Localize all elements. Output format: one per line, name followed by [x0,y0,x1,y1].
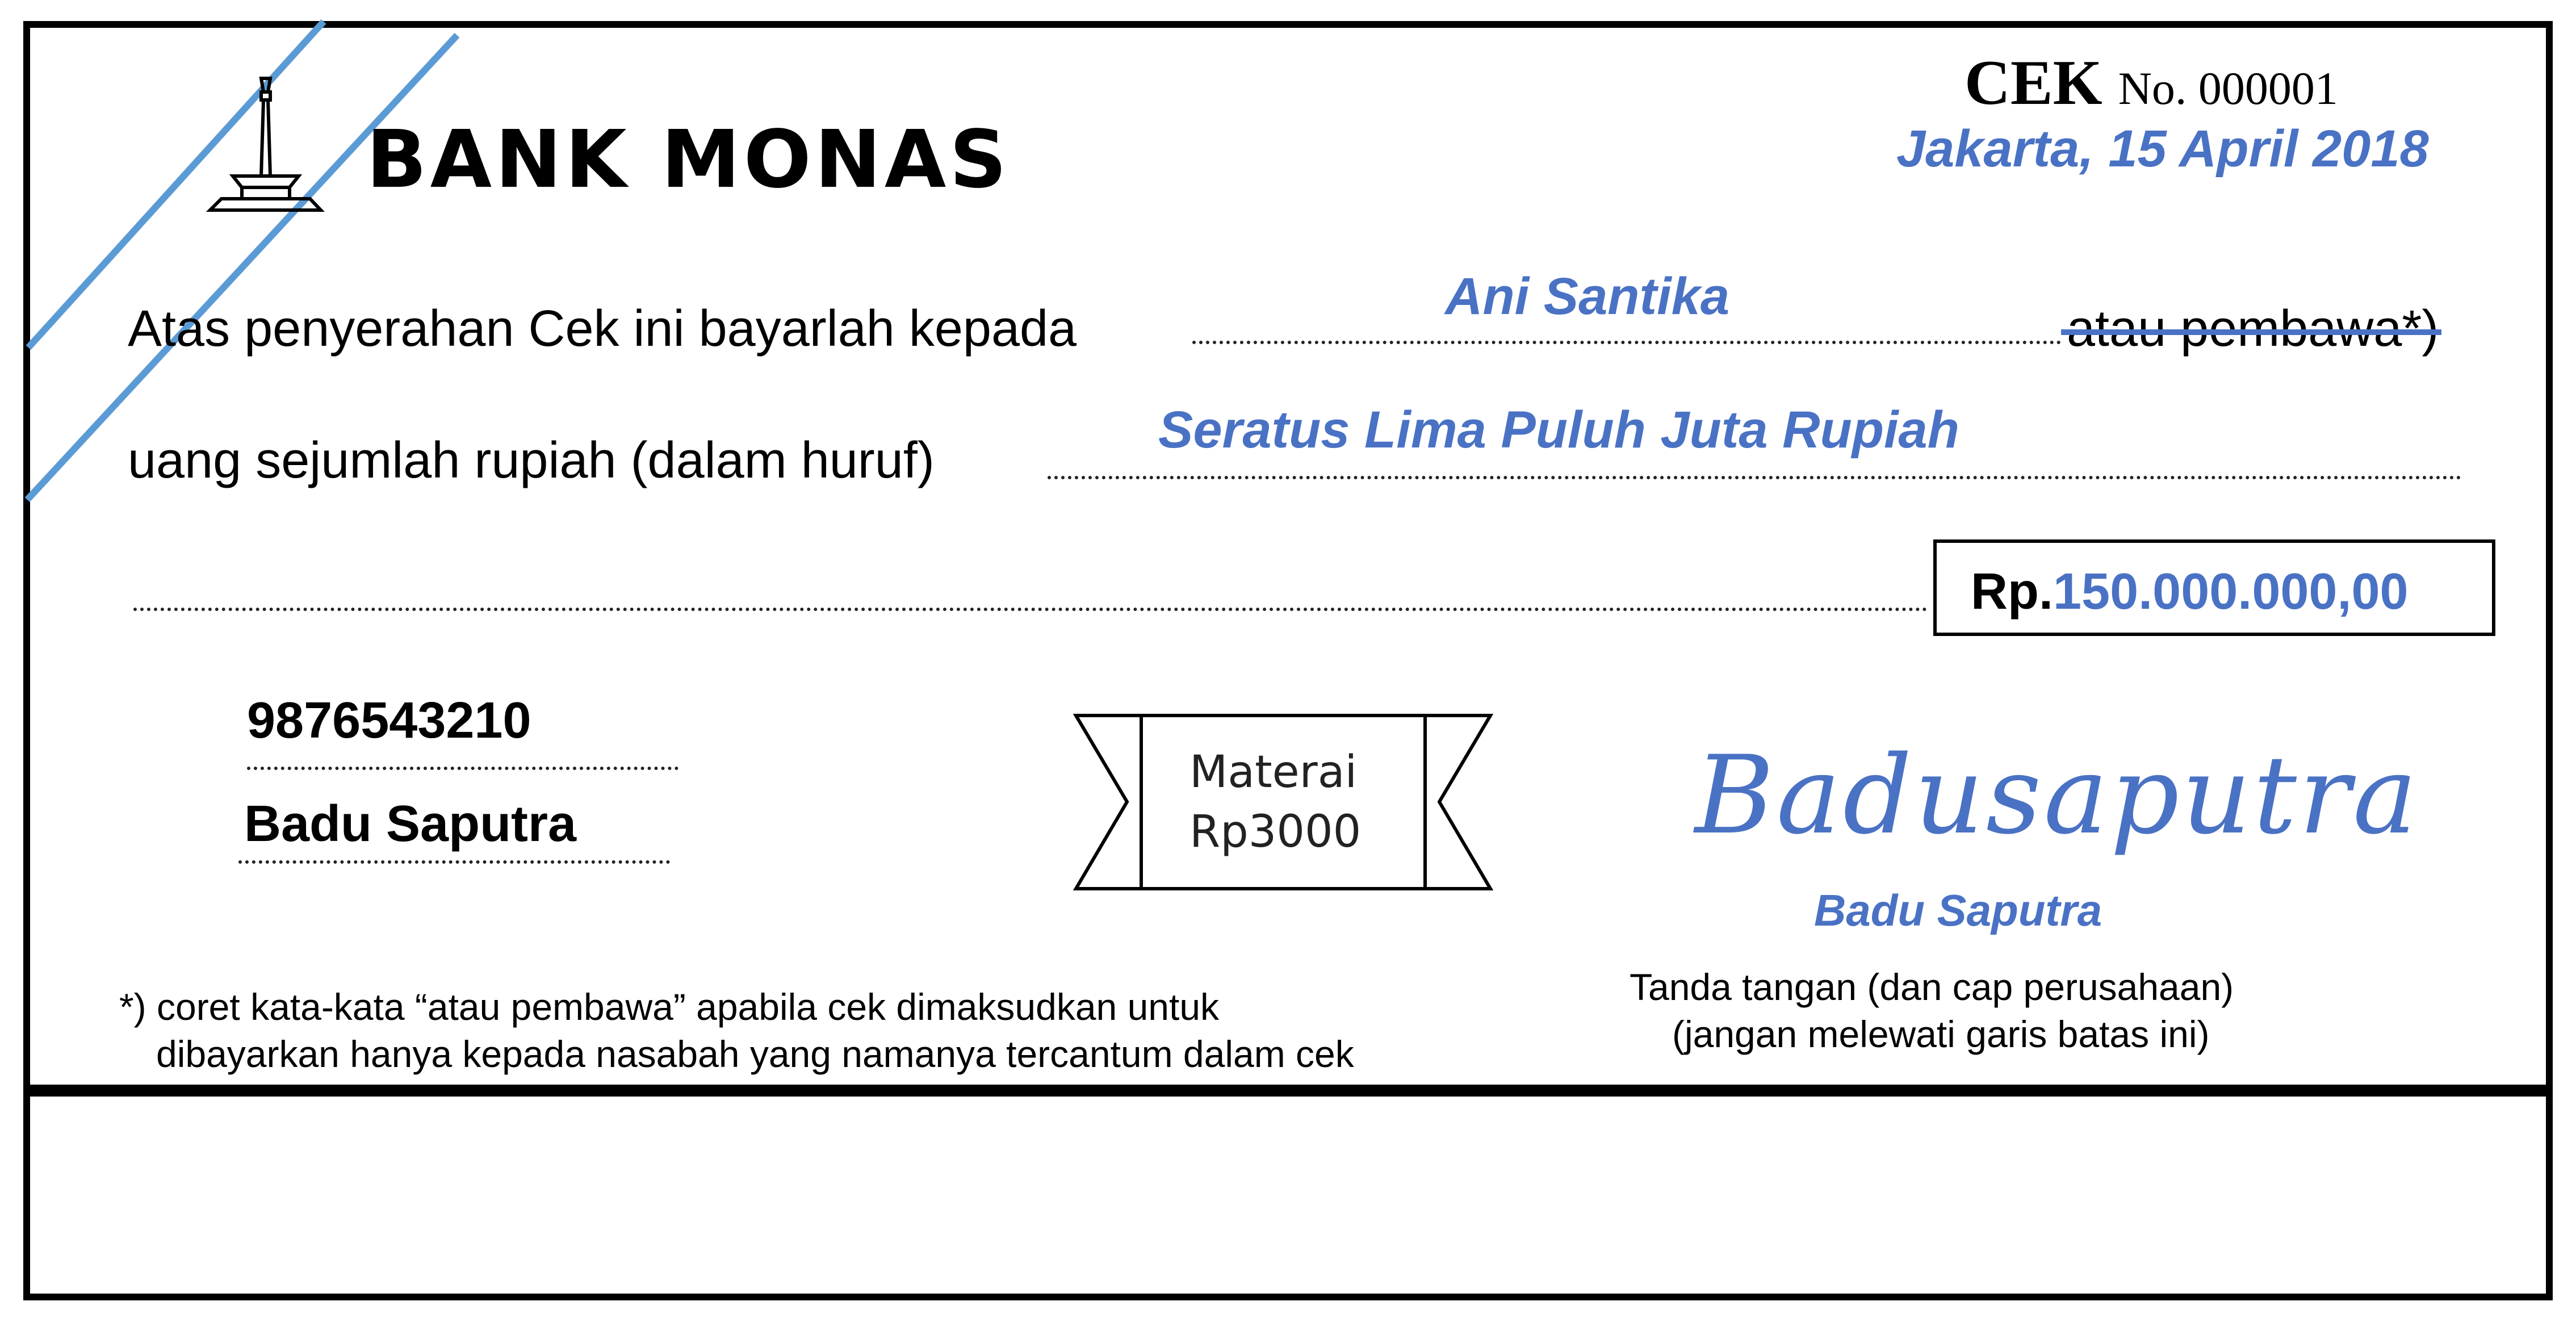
amount-figure [1971,563,2409,621]
bearer-text: atau pembawa [2067,300,2402,357]
cheque-number: No. 000001 [2118,62,2338,114]
amount-continuation-dotted-line [133,608,1928,611]
cheque-header [1965,47,2338,120]
signature-caption-1: Tanda tangan (dan cap perusahaan) [1630,966,2234,1008]
amount-currency: Rp. [1971,563,2053,620]
account-number-dotted-line [247,767,678,770]
stamp-ribbon-icon [1073,713,1493,894]
monas-monument-icon [204,68,335,233]
signer-name: Badu Saputra [1814,885,2102,935]
amount-words-label: uang sejumlah rupiah (dalam huruf) [128,432,935,489]
bearer-strike-line [2061,324,2447,341]
handwritten-signature[interactable]: Badusaputra [1695,733,2420,858]
bank-name: BANK MONAS [366,114,1011,206]
place-date: Jakarta, 15 April 2018 [1896,120,2429,178]
account-holder: Badu Saputra [244,796,577,852]
amount-words-dotted-line [1048,476,2461,479]
amount-words[interactable]: Seratus Lima Puluh Juta Rupiah [1158,401,1959,459]
pay-to-label: Atas penyerahan Cek ini bayarlah kepada [128,300,1077,357]
footnote-line1: *) coret kata-kata “atau pembawa” apabila cek dimaksudkan untuk [119,986,1220,1028]
payee-name[interactable]: Ani Santika [1445,267,1730,325]
account-number: 9876543210 [247,692,531,749]
account-holder-dotted-line [238,860,670,864]
cheque-title: CEK [1965,48,2102,118]
stamp-line1: Materai [1189,747,1358,798]
stamp-line2: Rp3000 [1189,806,1362,857]
bearer-suffix: *) [2402,300,2439,357]
amount-box[interactable] [1933,539,2495,636]
signature-caption-2: (jangan melewati garis batas ini) [1672,1013,2210,1055]
amount-value: 150.000.000,00 [2053,563,2409,620]
payee-dotted-line [1192,341,2061,344]
footnote-line2: dibayarkan hanya kepada nasabah yang namanya tercantum dalam cek [156,1033,1354,1075]
